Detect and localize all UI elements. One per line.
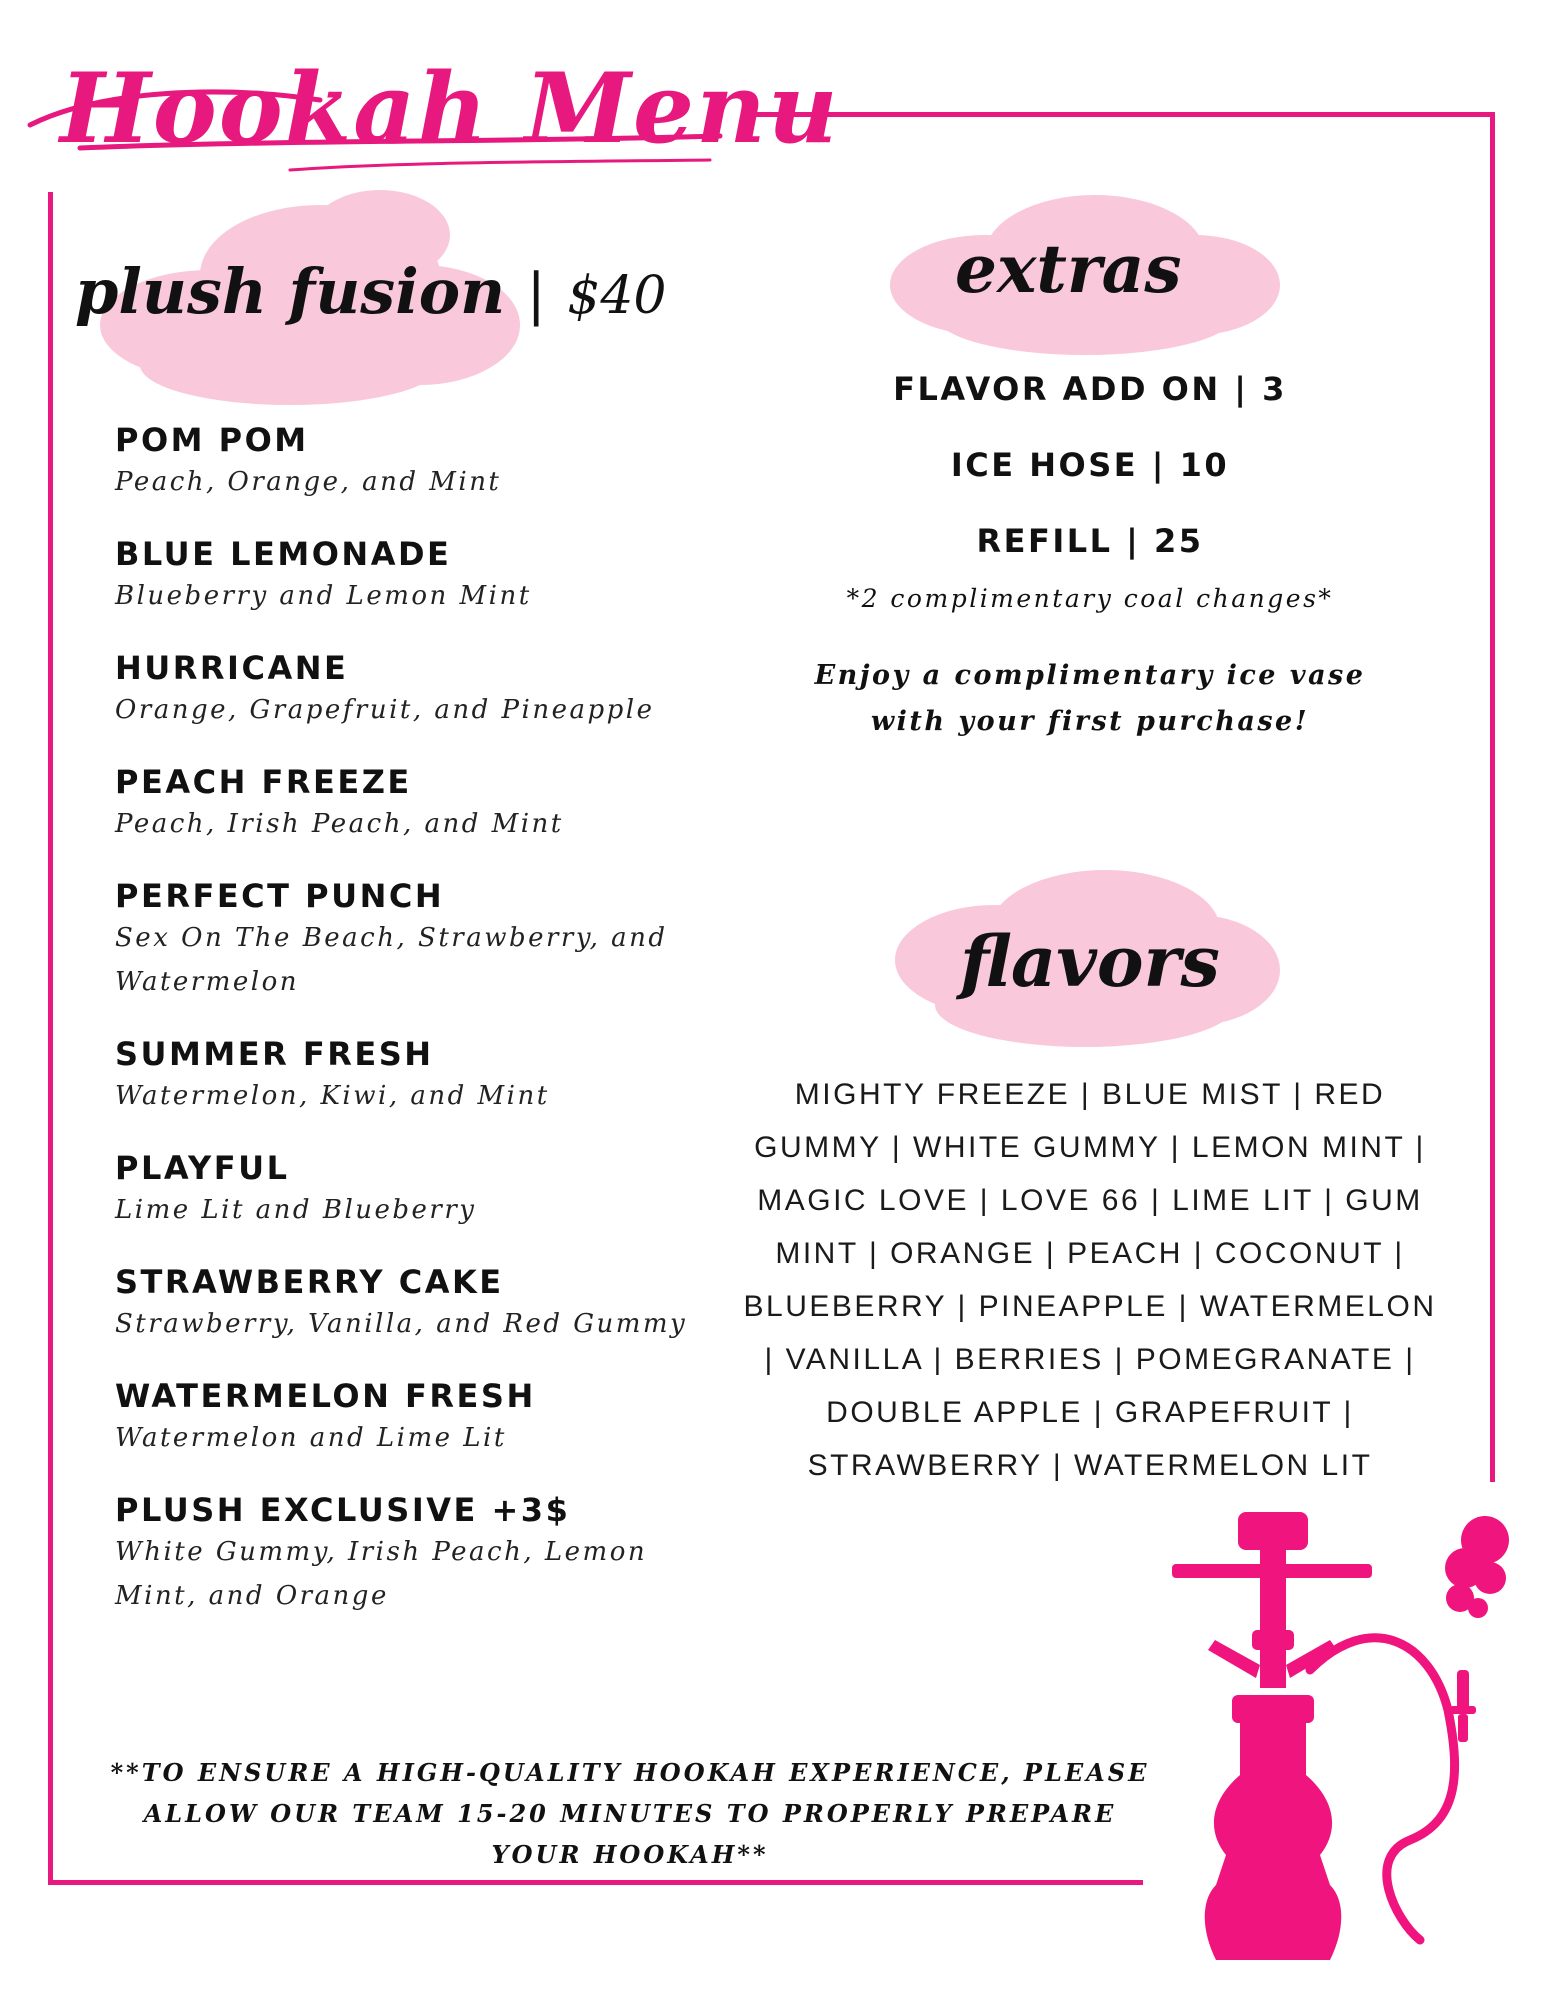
menu-item: [115, 420, 735, 504]
item-description: Peach, Irish Peach, and Mint: [115, 809, 564, 839]
flavors-heading: flavors: [960, 920, 1220, 1003]
item-description: Blueberry and Lemon Mint: [115, 581, 532, 611]
flavors-list: MIGHTY FREEZE | BLUE MIST | RED GUMMY | WHITE GUMMY | LEMON MINT | MAGIC LOVE | LOVE 66 | LIME LIT | GUM MINT | ORANGE | PEACH | COCONUT | BLUEBERRY | PINEAPPLE | WATERMELON | VANILLA | BERRIES | POMEGRANATE | DOUBLE APPLE | GRAPEFRUIT | STRAWBERRY | WATERMELON LIT: [743, 1078, 1437, 1482]
frame-top-line: [750, 112, 1495, 117]
item-name: STRAWBERRY CAKE: [115, 1263, 504, 1301]
item-name: BLUE LEMONADE: [115, 535, 452, 573]
plush-fusion-heading: [75, 255, 667, 328]
plush-fusion-price: $40: [567, 266, 667, 326]
item-name: SUMMER FRESH: [115, 1035, 434, 1073]
ice-vase-promo: Enjoy a complimentary ice vase with your first purchase!: [814, 660, 1366, 737]
item-description: Strawberry, Vanilla, and Red Gummy: [115, 1309, 688, 1339]
item-name: HURRICANE: [115, 649, 349, 687]
title-text: Hookah Menu: [60, 52, 840, 165]
menu-item: [115, 876, 735, 1004]
menu-item: [115, 648, 735, 732]
menu-item: [115, 1376, 735, 1460]
item-description: Watermelon, Kiwi, and Mint: [115, 1081, 550, 1111]
item-name: POM POM: [115, 421, 309, 459]
frame-bottom-line: [48, 1880, 1143, 1885]
hookah-icon: [1160, 1500, 1530, 1980]
frame-left-line: [48, 192, 53, 1885]
extras-heading: extras: [955, 230, 1182, 308]
menu-item: [115, 534, 735, 618]
refill-note: *2 complimentary coal changes*: [846, 584, 1334, 613]
menu-title: [20, 30, 840, 190]
plush-fusion-label: plush fusion: [75, 255, 506, 328]
frame-right-line: [1490, 112, 1495, 1482]
prep-time-notice: **TO ENSURE A HIGH-QUALITY HOOKAH EXPERIENCE, PLEASE ALLOW OUR TEAM 15-20 MINUTES TO PROPERLY PREPARE YOUR HOOKAH**: [110, 1758, 1150, 1869]
item-description: Sex On The Beach, Strawberry, and Watermelon: [115, 923, 668, 997]
item-description: Lime Lit and Blueberry: [115, 1195, 477, 1225]
extra-refill: REFILL | 25: [976, 522, 1204, 560]
item-name: PEACH FREEZE: [115, 763, 412, 801]
item-description: Watermelon and Lime Lit: [115, 1423, 507, 1453]
menu-item: [115, 1148, 735, 1232]
menu-item: [115, 762, 735, 846]
menu-item: [115, 1262, 735, 1346]
item-name: PERFECT PUNCH: [115, 877, 445, 915]
plush-fusion-list: [115, 420, 735, 1648]
item-name: WATERMELON FRESH: [115, 1377, 536, 1415]
menu-item: [115, 1034, 735, 1118]
item-name: PLAYFUL: [115, 1149, 290, 1187]
menu-item: [115, 1490, 735, 1618]
item-description: Orange, Grapefruit, and Pineapple: [115, 695, 655, 725]
item-description: Peach, Orange, and Mint: [115, 467, 502, 497]
item-name: PLUSH EXCLUSIVE +3$: [115, 1491, 571, 1529]
item-description: White Gummy, Irish Peach, Lemon Mint, and Orange: [115, 1537, 648, 1611]
extra-ice-hose: ICE HOSE | 10: [950, 446, 1230, 484]
price-separator: |: [526, 262, 546, 327]
extras-section: [760, 370, 1420, 745]
extra-flavor-add-on: FLAVOR ADD ON | 3: [893, 370, 1287, 408]
